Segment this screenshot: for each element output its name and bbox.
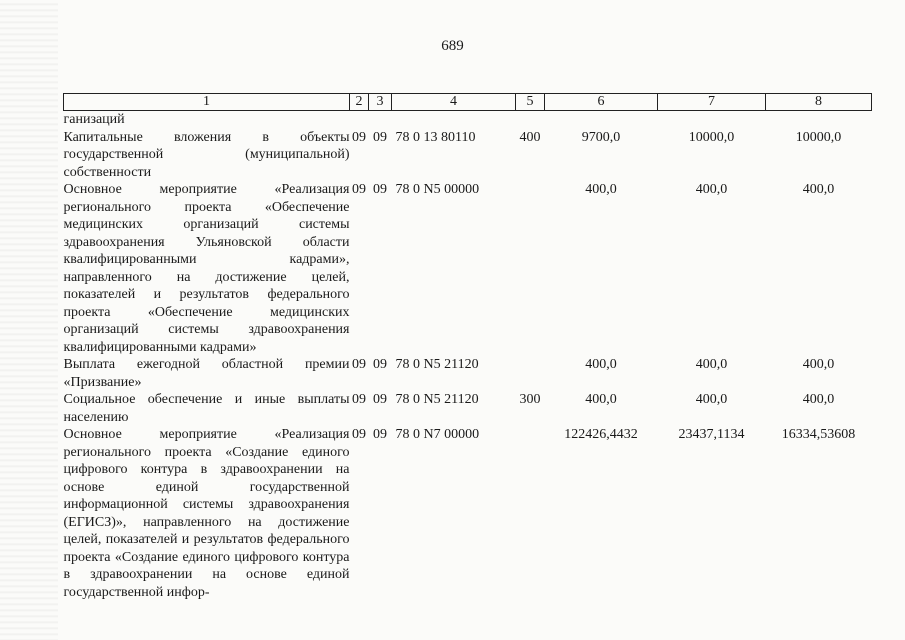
row-v6	[545, 111, 658, 129]
table-row	[64, 356, 872, 391]
table-row	[64, 111, 872, 129]
row-c5	[516, 181, 545, 356]
row-name: Социальное обеспечение и иные выплаты населению	[63, 392, 350, 425]
header-col-1: 1	[64, 94, 350, 111]
row-c3: 09	[373, 129, 387, 145]
row-code: 78 0 N7 00000	[395, 427, 480, 442]
header-col-3: 3	[369, 94, 392, 111]
row-c5	[516, 356, 545, 391]
row-v8	[766, 111, 872, 129]
row-name: Капитальные вложения в объекты государственной (муниципальной) собственности	[63, 129, 350, 180]
row-v7: 10000,0	[688, 129, 735, 145]
row-v8: 400,0	[802, 182, 835, 197]
row-c3: 09	[373, 182, 387, 197]
table-row	[64, 391, 872, 426]
row-c2: 09	[352, 357, 366, 372]
row-name: Выплата ежегодной областной премии «Призвание»	[63, 357, 350, 390]
row-v6: 400,0	[585, 182, 617, 197]
row-name: Основное мероприятие «Реализация регионального проекта «Обеспечение медицинских организаций системы здравоохранения Ульяновской области квалифицированными кадрами», направленного на достижение целей, показателей и результатов федерального проекта «Обеспечение медицинских организаций системы здравоохранения квалифицированными кадрами»	[63, 182, 350, 355]
budget-table	[63, 93, 872, 601]
table-header-row	[64, 94, 872, 111]
row-code: 78 0 13 80110	[395, 129, 476, 145]
row-v6: 9700,0	[581, 129, 621, 145]
row-c5: 400	[519, 129, 541, 145]
row-v7: 23437,1134	[678, 427, 745, 442]
row-c3	[369, 111, 392, 129]
row-v8: 10000,0	[795, 129, 842, 145]
header-col-5: 5	[516, 94, 545, 111]
row-c2: 09	[352, 129, 366, 145]
row-v7: 400,0	[695, 182, 728, 197]
row-v6: 400,0	[585, 392, 617, 407]
row-c2: 09	[352, 427, 366, 442]
row-v8: 16334,53608	[781, 427, 856, 442]
row-c2: 09	[352, 392, 366, 407]
page-number: 689	[441, 38, 464, 54]
table-row	[64, 426, 872, 601]
row-name: Основное мероприятие «Реализация регионального проекта «Создание единого цифрового контура в здравоохранении на основе единой государственной информационной системы здравоохранения (ЕГИСЗ)», направленного на достижение целей, показателей и результатов федерального проекта «Создание единого цифрового контура в здравоохранении на основе единой государственной инфор-	[63, 427, 350, 600]
row-c5	[516, 111, 545, 129]
row-v7: 400,0	[695, 357, 728, 372]
table-row	[64, 181, 872, 356]
header-col-7: 7	[658, 94, 766, 111]
row-c5: 300	[519, 392, 541, 407]
header-col-8: 8	[766, 94, 872, 111]
scan-margin-artifact	[0, 0, 58, 640]
header-col-4: 4	[392, 94, 516, 111]
row-v8: 400,0	[802, 392, 835, 407]
row-c5	[516, 426, 545, 601]
header-col-6: 6	[545, 94, 658, 111]
row-c3: 09	[373, 357, 387, 372]
table-row	[64, 129, 872, 182]
row-code	[392, 111, 516, 129]
row-c2: 09	[352, 182, 366, 197]
row-v8: 400,0	[802, 357, 835, 372]
row-c3: 09	[373, 427, 387, 442]
row-v7: 400,0	[695, 392, 728, 407]
row-v7	[658, 111, 766, 129]
row-v6: 122426,4432	[564, 427, 638, 442]
row-name: ганизаций	[63, 112, 125, 127]
header-col-2: 2	[350, 94, 369, 111]
row-c3: 09	[373, 392, 387, 407]
row-c2	[350, 111, 369, 129]
row-code: 78 0 N5 21120	[395, 392, 479, 407]
row-v6: 400,0	[585, 357, 617, 372]
row-code: 78 0 N5 00000	[395, 182, 480, 197]
row-code: 78 0 N5 21120	[395, 357, 479, 372]
